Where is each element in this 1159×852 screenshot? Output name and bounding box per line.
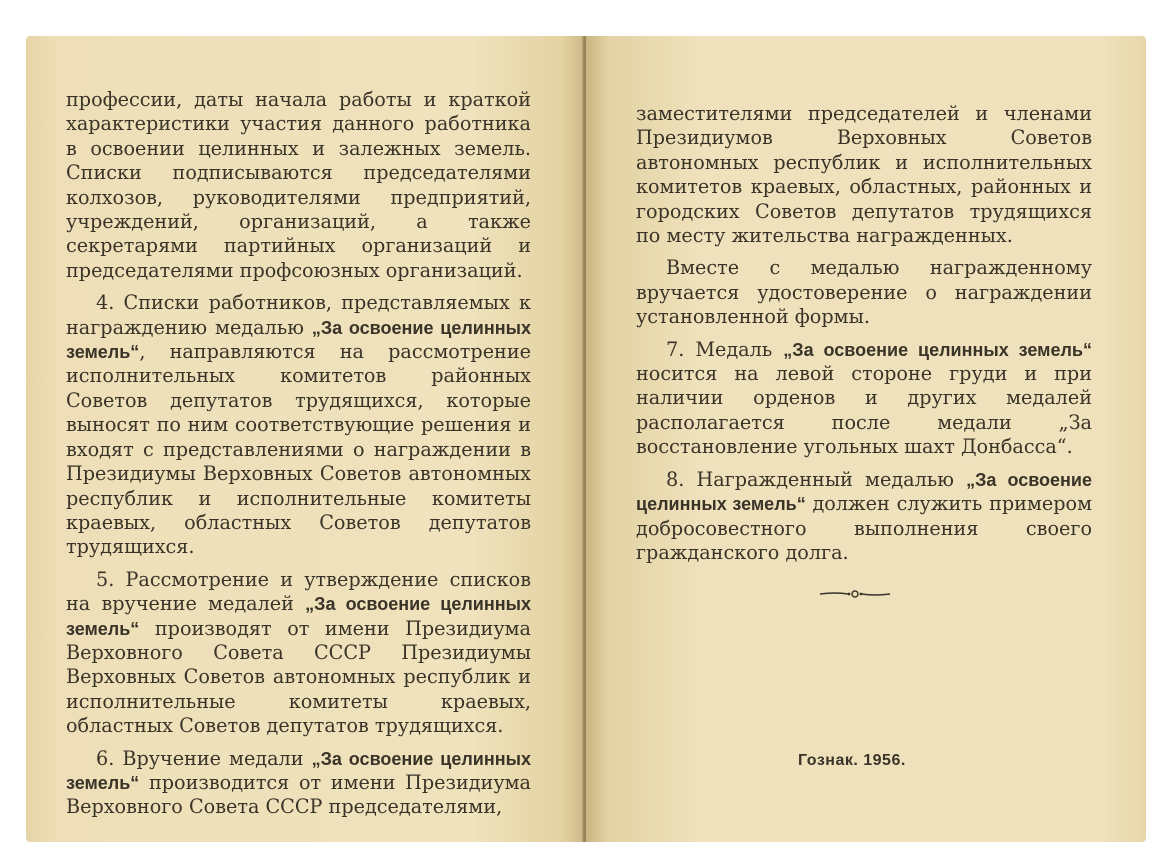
ornament-divider-icon xyxy=(818,588,892,600)
paragraph-text: 7. Медаль xyxy=(666,337,784,361)
paragraph-text: 4. Списки работников, представляемых к награждению медалью xyxy=(66,291,531,339)
right-text-block xyxy=(636,102,1092,573)
paragraph-4 xyxy=(66,291,531,559)
medal-name: „За освоение целинных земель“ xyxy=(66,748,531,793)
paragraph-text: 6. Вручение медали xyxy=(96,746,312,770)
paragraph-3-continuation xyxy=(66,88,531,283)
right-page xyxy=(586,36,1146,842)
paragraph-text: профессии, даты начала работы и краткой характеристики участия данного работника в освоении целинных и залежных земель. Списки подписываются председателями колхозов, руководителями предприятий, учреждений, организаций, а также секретарями партийных организаций и председателями профсоюзных организаций. xyxy=(66,88,531,282)
paragraph-text: 8. Награжденный медалью xyxy=(666,467,967,491)
paragraph-7 xyxy=(636,338,1092,460)
medal-name: „За освоение целинных земель“ xyxy=(66,594,531,639)
booklet-spread xyxy=(26,36,1146,842)
paragraph-text: , направляются на рассмотрение исполнительных комитетов районных Советов депутатов трудящихся, которые выносят по ним соответствующие решения и входят с представлениями о награждении в Президиумы Верховных Советов автономных республик и исполнительные комитеты краевых, областных Советов депутатов трудящихся. xyxy=(66,340,531,559)
paragraph-text: производится от имени Президиума Верховного Совета СССР председателями, xyxy=(66,770,531,819)
left-page xyxy=(26,36,584,842)
paragraph-8 xyxy=(636,468,1092,566)
paragraph-6 xyxy=(66,747,531,820)
left-text-block xyxy=(66,88,531,828)
paragraph-5 xyxy=(66,568,531,739)
printer-mark: Гознак. 1956. xyxy=(798,752,906,769)
paragraph-6-continuation xyxy=(636,102,1092,248)
medal-name: „За освоение целинных земель“ xyxy=(66,317,531,363)
medal-name: „За освоение целинных земель“ xyxy=(783,339,1092,360)
medal-name: „За освоение целинных земель“ xyxy=(636,469,1092,515)
paragraph-text: 5. Рассмотрение и утверждение списков на вручение медалей xyxy=(66,567,531,616)
paragraph-text: Вместе с медалью награжденному вручается удостоверение о награждении установленной формы. xyxy=(636,256,1092,329)
paragraph-text: заместителями председателей и членами Президиумов Верховных Советов автономных республик и исполнительных комитетов краевых, областных, районных и городских Советов депутатов трудящихся по месту жительства награжденных. xyxy=(636,102,1092,248)
paragraph-text: носится на левой стороне груди и при наличии орденов и других медалей располагается после медали „За восстановление угольных шахт Донбасса“. xyxy=(636,362,1092,459)
paragraph-text: производят от имени Президиума Верховного Совета СССР Президиумы Верховных Советов автономных республик и исполнительные комитеты краевых, областных Советов депутатов трудящихся. xyxy=(66,616,531,738)
paragraph-text: должен служить примером добросовестного выполнения своего гражданского долга. xyxy=(636,492,1093,564)
paragraph-certificate xyxy=(636,256,1092,329)
